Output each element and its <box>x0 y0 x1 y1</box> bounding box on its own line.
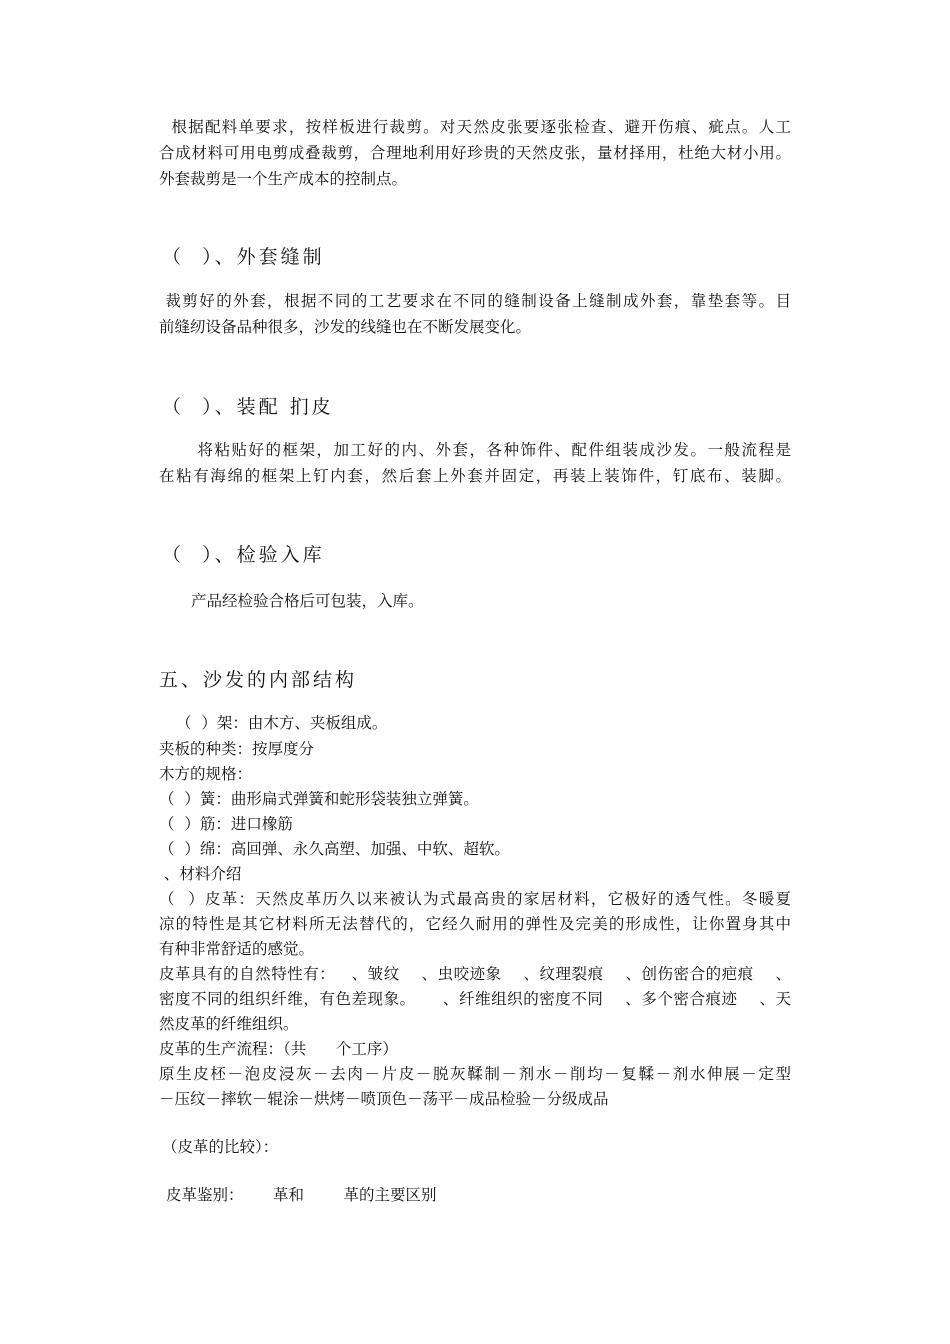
list-item: （ ）簧：曲形扁式弹簧和蛇形袋装独立弹簧。 <box>159 790 479 808</box>
leather-comparison-label: （皮革的比较）： <box>162 1138 279 1156</box>
paragraph-line: 然皮革的纤维组织。 <box>159 1015 299 1033</box>
process-line: 原生皮柸－泡皮浸灰－去肉－片皮－脱灰鞣制－剂水－削均－复鞣－剂水伸展－定型 <box>159 1065 791 1083</box>
list-item: 夹板的种类：按厚度分 <box>159 740 315 758</box>
list-item: （ ）绵：高回弹、永久高塑、加强、中软、超软。 <box>159 840 510 858</box>
paragraph-line: 密度不同的组织纤维，有色差现象。 、纤维组织的密度不同 、多个密合痕迹 、天 <box>159 990 791 1008</box>
list-item: （ ）筋：进口橡筋 <box>159 815 293 833</box>
paragraph-line: 有种非常舒适的感觉。 <box>159 940 315 958</box>
paragraph-line: 凉的特性是其它材料所无法替代的，它经久耐用的弹性及完美的形成性，让你置身其中 <box>159 915 791 933</box>
section-heading-structure: 五、沙发的内部结构 <box>159 669 358 691</box>
paragraph-line: 合成材料可用电剪成叠裁剪，合理地利用好珍贵的天然皮张，量材择用，杜绝大材小用。 <box>159 144 791 162</box>
section-heading-sewing: （ ）、外套缝制 <box>162 246 325 268</box>
paragraph-line: 将粘贴好的框架，加工好的内、外套，各种饰件、配件组装成沙发。一般流程是 <box>159 441 791 459</box>
paragraph-line: 皮革具有的自然特性有： 、皱纹 、虫咬迹象 、纹理裂痕 、创伤密合的疤痕 、 <box>159 965 791 983</box>
list-item: （ ）架：由木方、夹板组成。 <box>176 714 388 732</box>
paragraph-line: 裁剪好的外套，根据不同的工艺要求在不同的缝制设备上缝制成外套，靠垫套等。目 <box>159 292 791 310</box>
inspection-paragraph: 产品经检验合格后可包装，入库。 <box>191 592 424 610</box>
list-item: 木方的规格： <box>159 765 253 783</box>
paragraph-line: 前缝纫设备品种很多，沙发的线缝也在不断发展变化。 <box>159 318 532 336</box>
paragraph-line: 外套裁剪是一个生产成本的控制点。 <box>159 170 408 188</box>
paragraph-line: 在粘有海绵的框架上钉内套，然后套上外套并固定，再装上装饰件，钉底布、装脚。 <box>159 467 791 485</box>
section-heading-assembly: （ ）、装配 扪皮 <box>162 396 334 418</box>
leather-identification-label: 皮革鉴别： 革和 革的主要区别 <box>166 1186 437 1204</box>
process-title: 皮革的生产流程：（共 个工序） <box>159 1040 398 1058</box>
section-heading-inspection: （ ）、检验入库 <box>162 544 325 566</box>
process-line: －压纹－摔软－辊涂－烘烤－喷顶色－荡平－成品检验－分级成品 <box>159 1090 609 1108</box>
list-item: 、材料介绍 <box>159 865 242 883</box>
paragraph-line: 根据配料单要求，按样板进行裁剪。对天然皮张要逐张检查、避开伤痕、疵点。人工 <box>159 118 791 136</box>
paragraph-line: （ ）皮革：天然皮革历久以来被认为式最高贵的家居材料，它极好的透气性。冬暖夏 <box>159 890 791 908</box>
